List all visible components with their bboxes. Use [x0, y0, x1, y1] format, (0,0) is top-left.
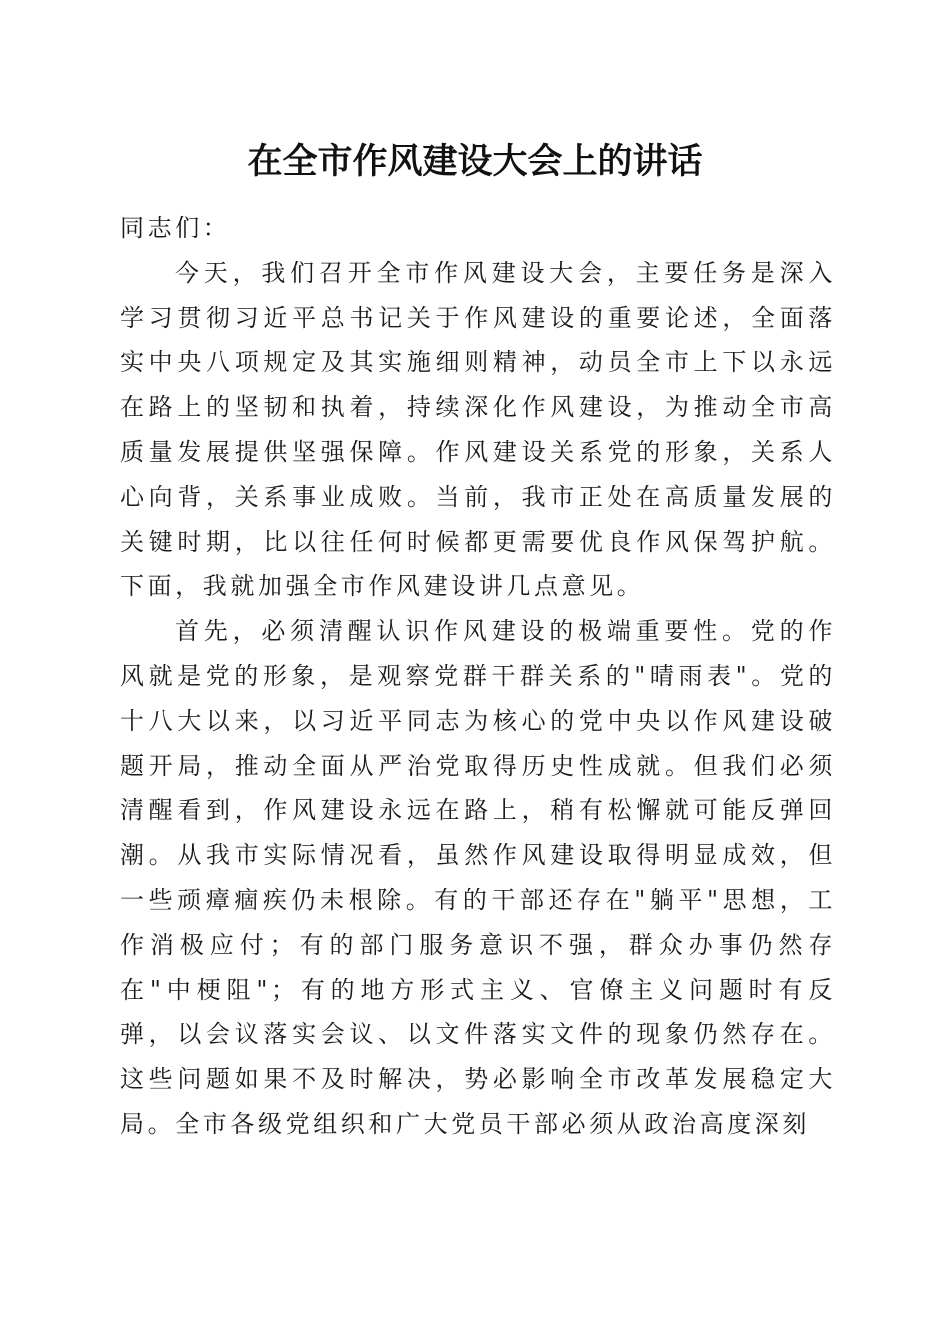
document-title: 在全市作风建设大会上的讲话 [247, 141, 703, 182]
document-body [120, 206, 836, 1147]
paragraph-opening: 今天，我们召开全市作风建设大会，主要任务是深入学习贯彻习近平总书记关于作风建设的重要论述，全面落实中央八项规定及其实施细则精神，动员全市上下以永远在路上的坚韧和执着，持续深化作风建设，为推动全市高质量发展提供坚强保障。作风建设关系党的形象，关系人心向背，关系事业成败。当前，我市正处在高质量发展的关键时期，比以往任何时候都更需要优良作风保驾护航。下面，我就加强全市作风建设讲几点意见。 [120, 258, 836, 601]
paragraph-first-point: 首先，必须清醒认识作风建设的极端重要性。党的作风就是党的形象，是观察党群干群关系的"晴雨表"。党的十八大以来，以习近平同志为核心的党中央以作风建设破题开局，推动全面从严治党取得历史性成就。但我们必须清醒看到，作风建设永远在路上，稍有松懈就可能反弹回潮。从我市实际情况看，虽然作风建设取得明显成效，但一些顽瘴痼疾仍未根除。有的干部还存在"躺平"思想，工作消极应付；有的部门服务意识不强，群众办事仍然存在"中梗阻"；有的地方形式主义、官僚主义问题时有反弹，以会议落实会议、以文件落实文件的现象仍然存在。这些问题如果不及时解决，势必影响全市改革发展稳定大局。全市各级党组织和广大党员干部必须从政治高度深刻 [120, 617, 836, 1138]
salutation: 同志们： [120, 214, 231, 242]
